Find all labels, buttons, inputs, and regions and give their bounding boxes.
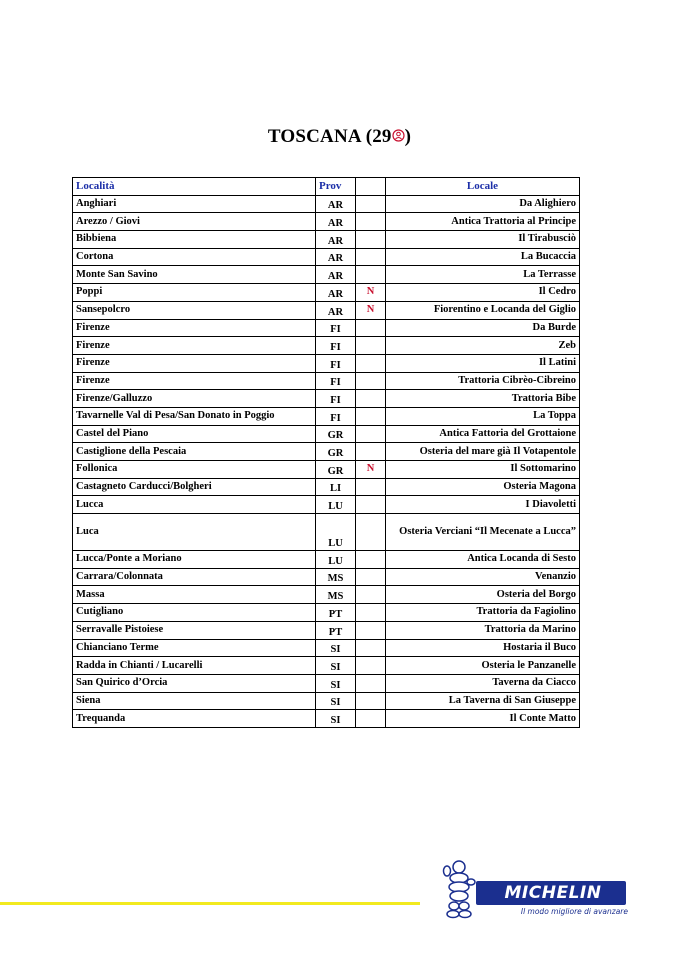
province-cell: FI <box>316 390 356 408</box>
new-flag-cell: N <box>356 301 386 319</box>
locality-cell: Arezzo / Giovi <box>73 213 316 231</box>
locality-cell: Massa <box>73 586 316 604</box>
table-row <box>73 443 580 461</box>
venue-cell: Il Tirabusciò <box>386 231 580 249</box>
venue-cell: Zeb <box>386 337 580 355</box>
table-row <box>73 231 580 249</box>
new-flag-cell <box>356 195 386 213</box>
table-row <box>73 657 580 675</box>
new-flag-cell <box>356 231 386 249</box>
province-cell: FI <box>316 372 356 390</box>
new-flag-cell <box>356 372 386 390</box>
province-cell: PT <box>316 621 356 639</box>
locality-cell: Cutigliano <box>73 604 316 622</box>
locality-cell: Bibbiena <box>73 231 316 249</box>
new-flag-cell <box>356 657 386 675</box>
province-cell: AR <box>316 266 356 284</box>
venue-cell: La Bucaccia <box>386 248 580 266</box>
new-flag-cell <box>356 354 386 372</box>
province-cell: MS <box>316 568 356 586</box>
province-cell: SI <box>316 674 356 692</box>
province-cell: AR <box>316 301 356 319</box>
venue-cell: Trattoria Bibe <box>386 390 580 408</box>
header-province: Prov <box>316 178 356 196</box>
venue-cell: Venanzio <box>386 568 580 586</box>
province-cell: FI <box>316 319 356 337</box>
bib-gourmand-icon <box>392 126 405 139</box>
table-row <box>73 425 580 443</box>
locality-cell: Poppi <box>73 284 316 302</box>
new-flag-cell <box>356 425 386 443</box>
locality-cell: Monte San Savino <box>73 266 316 284</box>
table-row <box>73 514 580 551</box>
venue-cell: Il Conte Matto <box>386 710 580 728</box>
venue-cell: Il Cedro <box>386 284 580 302</box>
table-row <box>73 461 580 479</box>
venue-cell: Trattoria da Marino <box>386 621 580 639</box>
table-row <box>73 266 580 284</box>
venue-cell: Il Sottomarino <box>386 461 580 479</box>
new-flag-cell <box>356 443 386 461</box>
venue-cell: Osteria del mare già Il Votapentole <box>386 443 580 461</box>
province-cell: LU <box>316 514 356 551</box>
new-flag-cell <box>356 568 386 586</box>
venue-cell: Osteria Verciani “Il Mecenate a Lucca” <box>386 514 580 551</box>
locality-cell: Castel del Piano <box>73 425 316 443</box>
new-flag-cell <box>356 337 386 355</box>
new-flag-cell: N <box>356 461 386 479</box>
new-flag-cell <box>356 551 386 569</box>
table-row <box>73 496 580 514</box>
locality-cell: Firenze <box>73 319 316 337</box>
venue-cell: La Taverna di San Giuseppe <box>386 692 580 710</box>
page-title-text: TOSCANA (29 <box>267 126 392 147</box>
table-row <box>73 390 580 408</box>
restaurant-table <box>72 177 580 728</box>
table-row <box>73 301 580 319</box>
new-flag-cell <box>356 496 386 514</box>
locality-cell: San Quirico d’Orcia <box>73 674 316 692</box>
venue-cell: Trattoria Cibrèo-Cibreino <box>386 372 580 390</box>
new-flag-cell <box>356 604 386 622</box>
table-row <box>73 337 580 355</box>
table-header-row <box>73 178 580 196</box>
table-row <box>73 354 580 372</box>
locality-cell: Firenze <box>73 354 316 372</box>
province-cell: MS <box>316 586 356 604</box>
province-cell: AR <box>316 248 356 266</box>
locality-cell: Tavarnelle Val di Pesa/San Donato in Poggio <box>73 407 316 425</box>
michelin-logo <box>440 858 630 920</box>
new-flag-cell <box>356 390 386 408</box>
table-row <box>73 213 580 231</box>
province-cell: GR <box>316 425 356 443</box>
table-row <box>73 621 580 639</box>
venue-cell: Da Burde <box>386 319 580 337</box>
province-cell: AR <box>316 213 356 231</box>
province-cell: GR <box>316 443 356 461</box>
province-cell: LI <box>316 478 356 496</box>
province-cell: SI <box>316 657 356 675</box>
table-row <box>73 372 580 390</box>
table-row <box>73 604 580 622</box>
venue-cell: Trattoria da Fagiolino <box>386 604 580 622</box>
new-flag-cell <box>356 639 386 657</box>
province-cell: FI <box>316 407 356 425</box>
table-row <box>73 639 580 657</box>
header-flag <box>356 178 386 196</box>
venue-cell: I Diavoletti <box>386 496 580 514</box>
venue-cell: Osteria del Borgo <box>386 586 580 604</box>
new-flag-cell <box>356 319 386 337</box>
locality-cell: Anghiari <box>73 195 316 213</box>
new-flag-cell <box>356 674 386 692</box>
page-title-close: ) <box>404 126 412 147</box>
header-venue: Locale <box>386 178 580 196</box>
venue-cell: Antica Fattoria del Grottaione <box>386 425 580 443</box>
footer-rule <box>0 902 420 905</box>
table-row <box>73 478 580 496</box>
new-flag-cell <box>356 213 386 231</box>
province-cell: GR <box>316 461 356 479</box>
locality-cell: Lucca/Ponte a Moriano <box>73 551 316 569</box>
province-cell: SI <box>316 639 356 657</box>
locality-cell: Luca <box>73 514 316 551</box>
table-row <box>73 195 580 213</box>
venue-cell: La Terrasse <box>386 266 580 284</box>
venue-cell: Osteria Magona <box>386 478 580 496</box>
locality-cell: Firenze/Galluzzo <box>73 390 316 408</box>
new-flag-cell <box>356 478 386 496</box>
venue-cell: Da Alighiero <box>386 195 580 213</box>
table-row <box>73 248 580 266</box>
locality-cell: Chianciano Terme <box>73 639 316 657</box>
venue-cell: Antica Trattoria al Principe <box>386 213 580 231</box>
province-cell: FI <box>316 337 356 355</box>
venue-cell: Il Latini <box>386 354 580 372</box>
page-title <box>0 126 679 148</box>
new-flag-cell <box>356 710 386 728</box>
venue-cell: Fiorentino e Locanda del Giglio <box>386 301 580 319</box>
province-cell: AR <box>316 284 356 302</box>
locality-cell: Castiglione della Pescaia <box>73 443 316 461</box>
new-flag-cell: N <box>356 284 386 302</box>
venue-cell: Taverna da Ciacco <box>386 674 580 692</box>
table-row <box>73 551 580 569</box>
locality-cell: Castagneto Carducci/Bolgheri <box>73 478 316 496</box>
table-row <box>73 568 580 586</box>
venue-cell: Osteria le Panzanelle <box>386 657 580 675</box>
province-cell: AR <box>316 231 356 249</box>
new-flag-cell <box>356 407 386 425</box>
new-flag-cell <box>356 266 386 284</box>
locality-cell: Sansepolcro <box>73 301 316 319</box>
table-row <box>73 407 580 425</box>
locality-cell: Lucca <box>73 496 316 514</box>
venue-cell: Antica Locanda di Sesto <box>386 551 580 569</box>
province-cell: PT <box>316 604 356 622</box>
locality-cell: Serravalle Pistoiese <box>73 621 316 639</box>
locality-cell: Siena <box>73 692 316 710</box>
locality-cell: Radda in Chianti / Lucarelli <box>73 657 316 675</box>
locality-cell: Firenze <box>73 372 316 390</box>
brand-slogan: Il modo migliore di avanzare <box>520 907 628 916</box>
locality-cell: Trequanda <box>73 710 316 728</box>
header-locality: Località <box>73 178 316 196</box>
table-row <box>73 674 580 692</box>
table-row <box>73 586 580 604</box>
province-cell: FI <box>316 354 356 372</box>
venue-cell: La Toppa <box>386 407 580 425</box>
new-flag-cell <box>356 692 386 710</box>
table-row <box>73 319 580 337</box>
province-cell: SI <box>316 710 356 728</box>
venue-cell: Hostaria il Buco <box>386 639 580 657</box>
table-row <box>73 284 580 302</box>
province-cell: LU <box>316 551 356 569</box>
table-row <box>73 692 580 710</box>
new-flag-cell <box>356 248 386 266</box>
new-flag-cell <box>356 621 386 639</box>
locality-cell: Carrara/Colonnata <box>73 568 316 586</box>
new-flag-cell <box>356 586 386 604</box>
table-row <box>73 710 580 728</box>
locality-cell: Firenze <box>73 337 316 355</box>
brand-wordmark: MICHELIN <box>504 883 602 903</box>
province-cell: SI <box>316 692 356 710</box>
province-cell: LU <box>316 496 356 514</box>
locality-cell: Follonica <box>73 461 316 479</box>
province-cell: AR <box>316 195 356 213</box>
new-flag-cell <box>356 514 386 551</box>
locality-cell: Cortona <box>73 248 316 266</box>
michelin-man-icon <box>440 858 478 920</box>
